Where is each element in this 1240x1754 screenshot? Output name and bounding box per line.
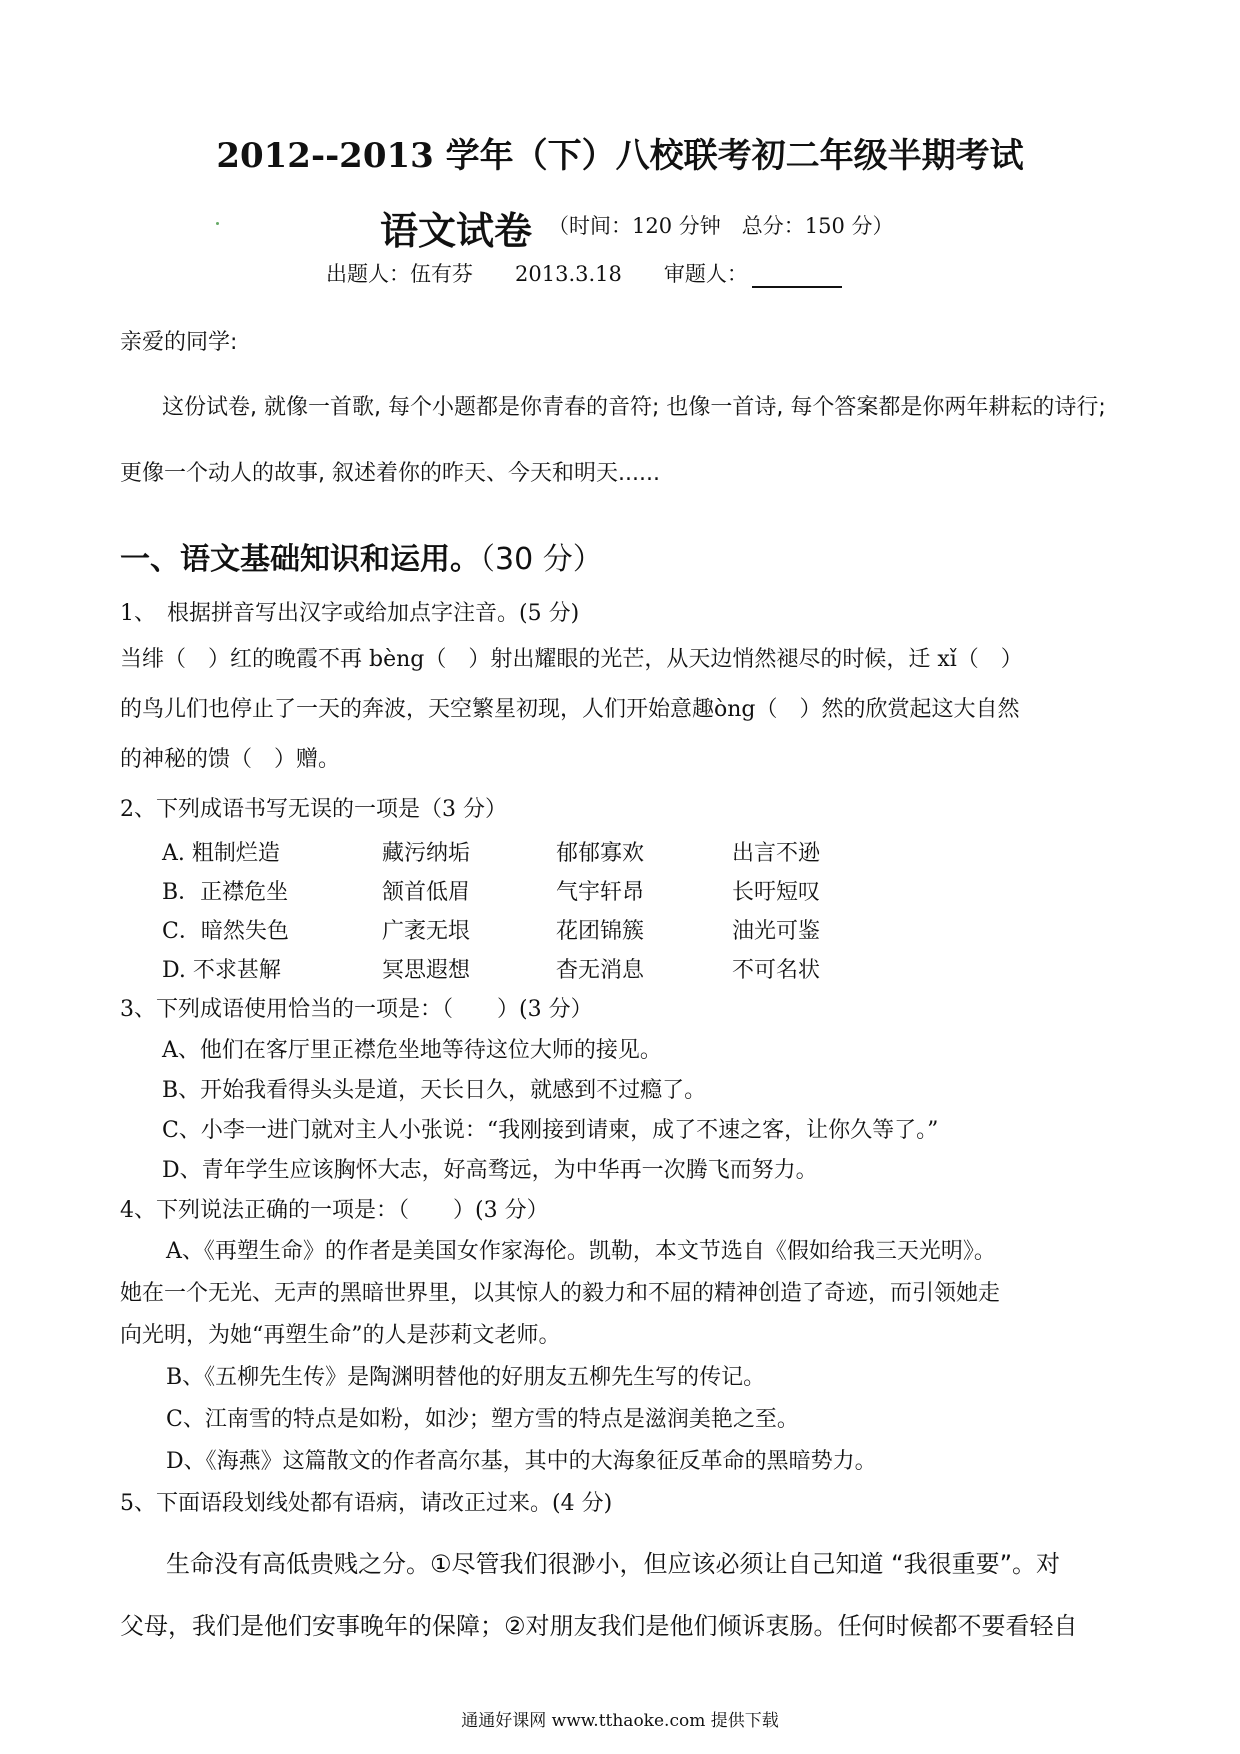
q2-option-a: A. 粗制烂造 [162, 841, 280, 866]
q4-option-c: C、江南雪的特点是如粉，如沙；塑方雪的特点是滋润美艳之至。 [166, 1407, 799, 1432]
q4-option-a-line-2: 她在一个无光、无声的黑暗世界里，以其惊人的毅力和不屈的精神创造了奇迹，而引领她走 [120, 1281, 1001, 1306]
q4-stem: 4、下列说法正确的一项是：（ ）(3 分） [120, 1198, 549, 1223]
q1-stem: 1、 根据拼音写出汉字或给加点字注音。(5 分) [120, 601, 580, 626]
intro-greeting: 亲爱的同学: [120, 330, 238, 355]
section-points: （30 分） [480, 542, 603, 577]
q5-passage-line-2: 父母，我们是他们安事晚年的保障；②对朋友我们是他们倾诉衷肠。任何时候都不要看轻自 [120, 1612, 1078, 1640]
q2-option-b-3: 气宇轩昂 [556, 880, 645, 905]
author-line [326, 258, 842, 288]
q4-option-a-line-1: A、《再塑生命》的作者是美国女作家海伦。凯勒，本文节选自《假如给我三天光明》。 [166, 1239, 996, 1264]
author-text: 出题人：伍有芬 2013.3.18 审题人： [326, 262, 748, 286]
q4-option-d: D、《海燕》这篇散文的作者高尔基，其中的大海象征反革命的黑暗势力。 [166, 1449, 877, 1474]
intro-line-2: 更像一个动人的故事, 叙述着你的昨天、今天和明天...... [120, 461, 660, 486]
exam-subtitle: 语文试卷 [380, 208, 533, 253]
q2-option-b-2: 颔首低眉 [382, 880, 471, 905]
q5-passage-line-1: 生命没有高低贵贱之分。①尽管我们很渺小，但应该必须让自己知道 “我很重要”。对 [166, 1550, 1061, 1578]
footer-source: 通通好课网 www.tthaoke.com 提供下载 [461, 1711, 779, 1731]
q2-option-d: D. 不求甚解 [162, 958, 281, 983]
q2-option-c-2: 广袤无垠 [382, 919, 471, 944]
q2-stem: 2、下列成语书写无误的一项是（3 分） [120, 797, 507, 822]
q4-option-b: B、《五柳先生传》是陶渊明替他的好朋友五柳先生写的传记。 [166, 1365, 766, 1390]
q3-option-c: C、小李一进门就对主人小张说：“我刚接到请柬，成了不速之客，让你久等了。” [162, 1118, 939, 1143]
q2-option-d-3: 杳无消息 [556, 958, 645, 983]
exam-title: 2012--2013 学年（下）八校联考初二年级半期考试 [216, 136, 1024, 176]
q2-option-c-3: 花团锦簇 [556, 919, 645, 944]
stray-mark [216, 222, 219, 225]
q2-option-a-3: 郁郁寡欢 [556, 841, 645, 866]
reviewer-blank [752, 266, 842, 288]
q2-option-a-4: 出言不逊 [732, 841, 821, 866]
q3-option-b: B、开始我看得头头是道，天长日久，就感到不过瘾了。 [162, 1078, 707, 1103]
q2-option-b: B．正襟危坐 [162, 880, 289, 905]
q5-stem: 5、下面语段划线处都有语病，请改正过来。(4 分) [120, 1491, 613, 1516]
q1-line-2: 的鸟儿们也停止了一天的奔波，天空繁星初现，人们开始意趣òng（ ）然的欣赏起这大自然 [120, 697, 1020, 722]
section-heading [120, 534, 603, 578]
q2-option-d-2: 冥思遐想 [382, 958, 471, 983]
q3-option-a: A、他们在客厅里正襟危坐地等待这位大师的接见。 [162, 1038, 662, 1063]
q2-option-d-4: 不可名状 [732, 958, 821, 983]
q3-stem: 3、下列成语使用恰当的一项是：（ ）(3 分） [120, 997, 593, 1022]
exam-time-score: （时间：120 分钟 总分：150 分） [548, 214, 894, 238]
q2-option-a-2: 藏污纳垢 [382, 841, 471, 866]
q1-line-3: 的神秘的馈（ ）赠。 [120, 747, 341, 772]
q3-option-d: D、青年学生应该胸怀大志，好高骛远，为中华再一次腾飞而努力。 [162, 1158, 818, 1183]
q1-line-1: 当绯（ ）红的晚霞不再 bèng（ ）射出耀眼的光芒，从天边悄然褪尽的时候，迁 xǐ（ ） [120, 647, 1023, 672]
q2-option-c: C．暗然失色 [162, 919, 289, 944]
q4-option-a-line-3: 向光明，为她“再塑生命”的人是莎莉文老师。 [120, 1323, 561, 1348]
q2-option-b-4: 长吁短叹 [732, 880, 821, 905]
q2-option-c-4: 油光可鉴 [732, 919, 821, 944]
intro-line-1: 这份试卷, 就像一首歌, 每个小题都是你青春的音符; 也像一首诗, 每个答案都是你两年耕耘的诗行; [162, 395, 1106, 420]
section-title: 一、语文基础知识和运用。 [120, 542, 480, 577]
